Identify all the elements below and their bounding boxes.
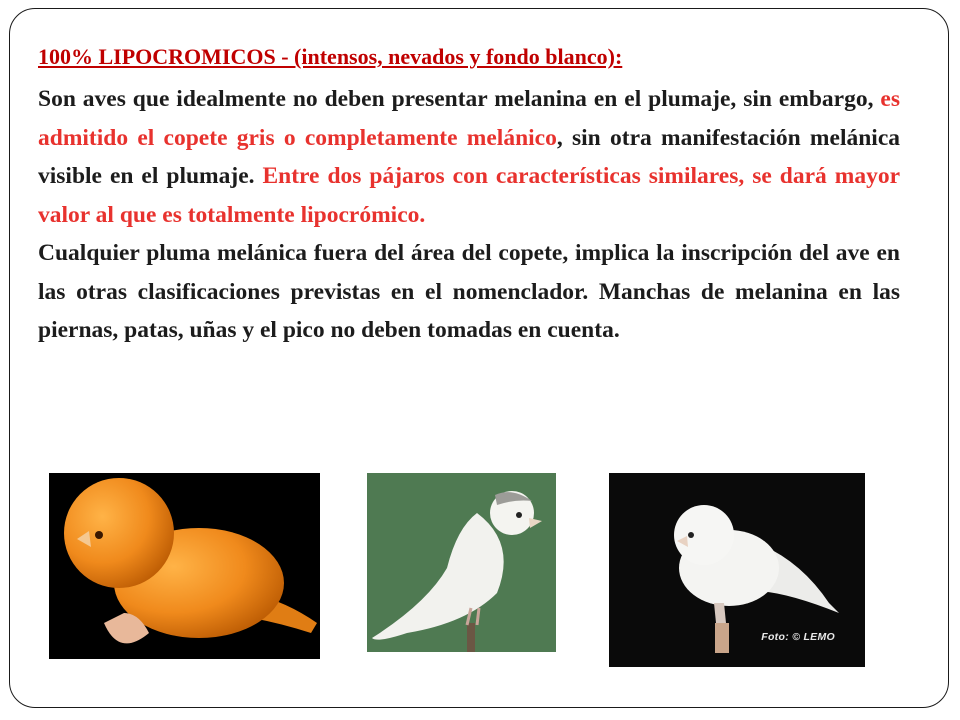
text-segment: , sin otra manifestación melánica visible en el plumaje.	[38, 124, 901, 189]
orange-intense-canary-photo	[49, 473, 320, 659]
text-segment: Son aves que idealmente no deben presentar melanina en el plumaje, sin embargo,	[38, 86, 881, 112]
white-crested-canary-photo	[367, 473, 556, 652]
highlighted-text-segment: Entre dos pájaros con características similares, se dará mayor valor al que es totalmente lipocrómico.	[38, 163, 900, 228]
text-segment: Cualquier pluma melánica fuera del área del copete, implica la inscripción del ave en las otras clasificaciones previstas en el nomenclador. Manchas de melanina en las piernas, patas, uñas y el pico no deben tomadas en cuenta.	[38, 240, 900, 343]
body-paragraph	[38, 80, 900, 350]
white-canary-illustration	[367, 473, 556, 652]
highlighted-text-segment: es admitido el copete gris o completamente melánico	[38, 86, 900, 151]
white-canary-photo	[609, 473, 865, 667]
photo-credit: Foto: © LEMO	[761, 631, 835, 643]
slide-title: 100% LIPOCROMICOS - (intensos, nevados y fondo blanco):	[38, 44, 623, 69]
orange-canary-illustration	[49, 473, 320, 659]
